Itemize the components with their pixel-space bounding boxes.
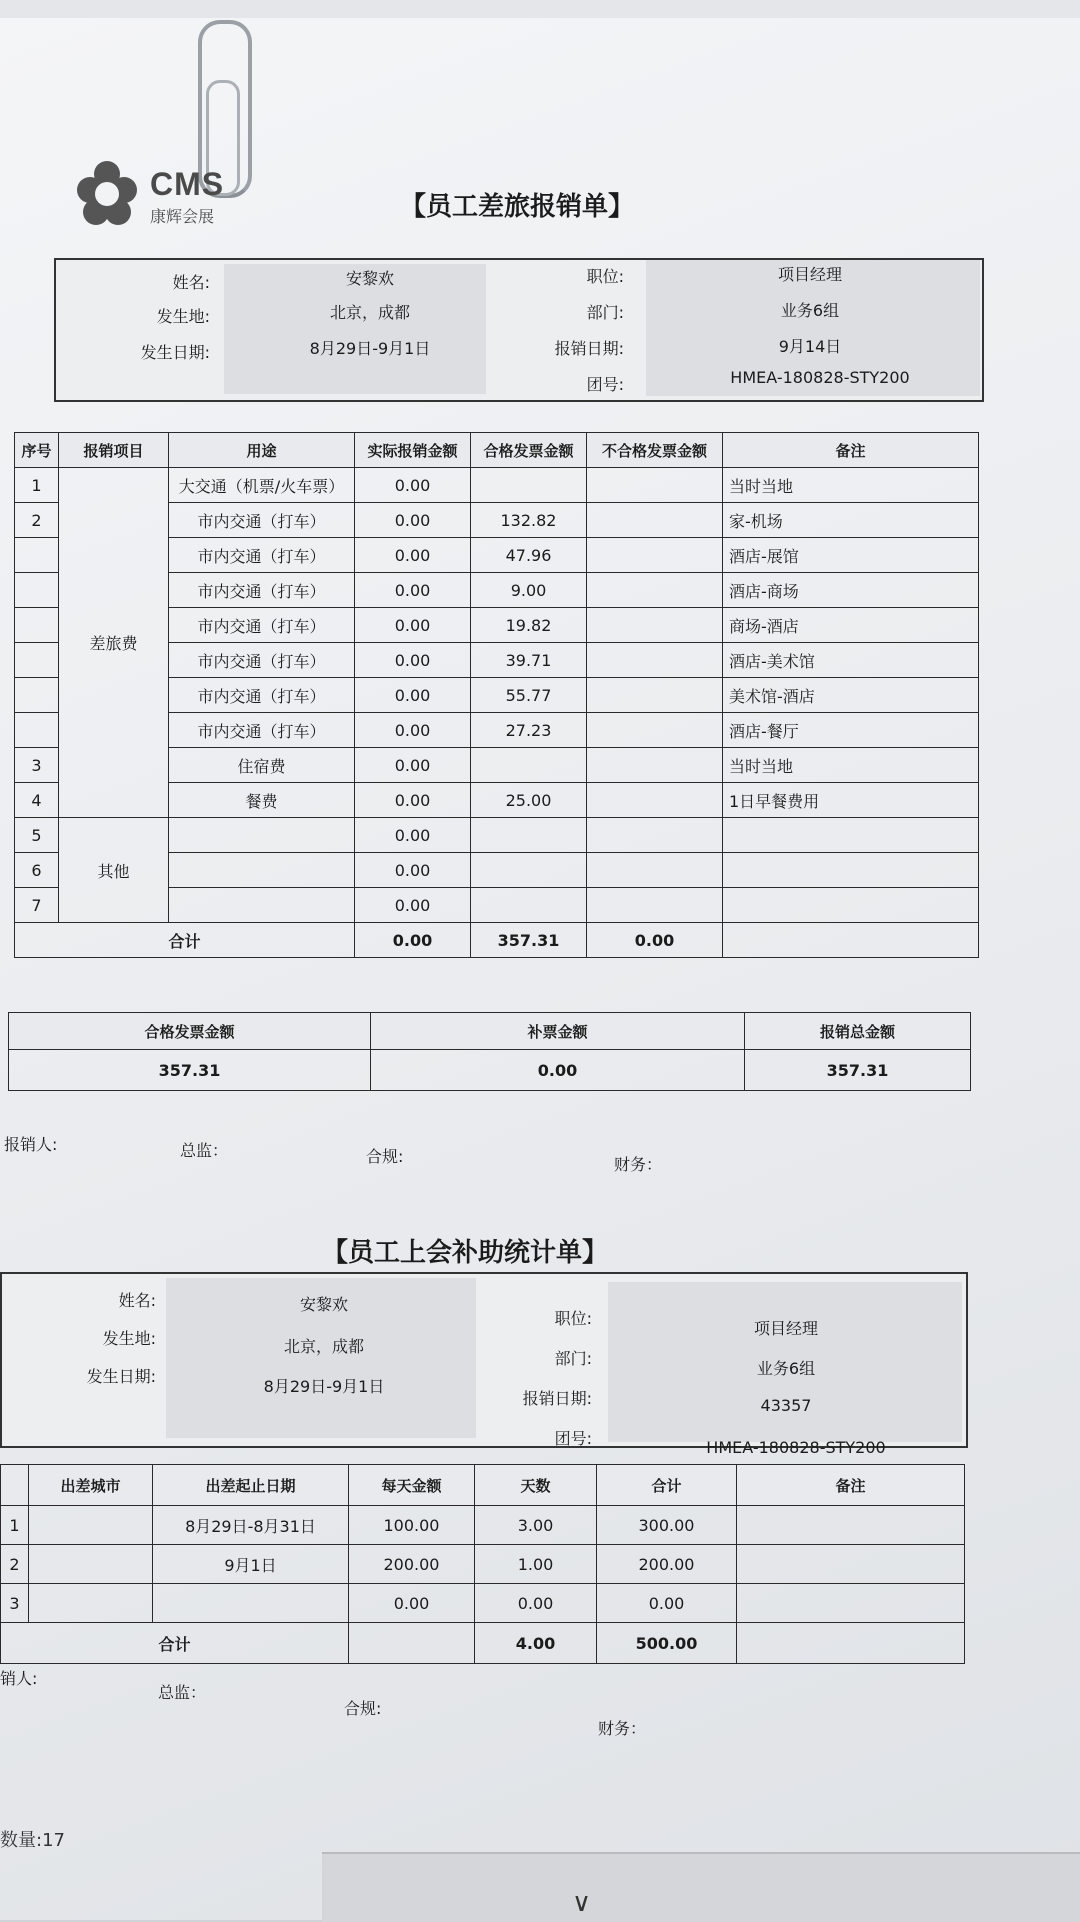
valid-cell: 27.23 xyxy=(471,713,587,748)
total-label: 合计 xyxy=(15,923,355,958)
total-valid: 357.31 xyxy=(471,923,587,958)
dates-cell xyxy=(153,1584,349,1623)
invalid-cell xyxy=(587,853,723,888)
sum-cell: 200.00 xyxy=(597,1545,737,1584)
valid-cell: 39.71 xyxy=(471,643,587,678)
valid-cell xyxy=(471,888,587,923)
col-header: 报销项目 xyxy=(59,433,169,468)
actual-cell: 0.00 xyxy=(355,643,471,678)
company-logo xyxy=(76,158,226,238)
invalid-cell xyxy=(587,888,723,923)
valid-cell xyxy=(471,748,587,783)
form2-claim-date-value: 43357 xyxy=(760,1396,812,1415)
use-cell: 市内交通（打车） xyxy=(169,713,355,748)
row-number xyxy=(15,538,59,573)
valid-cell: 55.77 xyxy=(471,678,587,713)
form1-summary-table xyxy=(8,1012,971,1091)
invalid-cell xyxy=(587,783,723,818)
note-cell: 1日早餐费用 xyxy=(723,783,979,818)
col-header: 合格发票金额 xyxy=(471,433,587,468)
row-number xyxy=(15,678,59,713)
col-header: 天数 xyxy=(475,1465,597,1506)
form2-position-value: 项目经理 xyxy=(753,1319,818,1338)
dates-cell: 8月29日-8月31日 xyxy=(153,1506,349,1545)
col-header: 备注 xyxy=(737,1465,965,1506)
form2-finance-label: 财务： xyxy=(598,1719,647,1738)
form1-finance-label: 财务： xyxy=(614,1155,663,1174)
actual-cell: 0.00 xyxy=(355,783,471,818)
actual-cell: 0.00 xyxy=(355,608,471,643)
form1-dept-label: 部门: xyxy=(586,303,624,322)
note-cell xyxy=(723,888,979,923)
sum-cell: 300.00 xyxy=(597,1506,737,1545)
invalid-cell xyxy=(587,573,723,608)
form2-title: 【员工上会补助统计单】 xyxy=(322,1238,609,1268)
invalid-cell xyxy=(587,678,723,713)
col-header xyxy=(1,1465,29,1506)
total-row xyxy=(1,1623,965,1664)
invalid-cell xyxy=(587,748,723,783)
form2-compliance-label: 合规: xyxy=(344,1699,382,1718)
use-cell: 市内交通（打车） xyxy=(169,678,355,713)
note-cell: 酒店-美术馆 xyxy=(723,643,979,678)
form1-date-value: 8月29日-9月1日 xyxy=(309,339,431,358)
form2-dept-value: 业务6组 xyxy=(756,1359,816,1378)
form1-place-value: 北京，成都 xyxy=(329,303,410,322)
actual-cell: 0.00 xyxy=(355,713,471,748)
col-header: 实际报销金额 xyxy=(355,433,471,468)
note-cell: 家-机场 xyxy=(723,503,979,538)
valid-cell: 25.00 xyxy=(471,783,587,818)
row-number: 7 xyxy=(15,888,59,923)
total-daily xyxy=(349,1623,475,1664)
col-header: 每天金额 xyxy=(349,1465,475,1506)
table-header-row xyxy=(1,1465,965,1506)
summary-total-label: 报销总金额 xyxy=(745,1013,971,1050)
city-cell xyxy=(29,1584,153,1623)
form1-claim-date-label: 报销日期: xyxy=(554,339,624,358)
note-cell xyxy=(737,1545,965,1584)
form1-compliance-label: 合规: xyxy=(366,1147,404,1166)
use-cell: 住宿费 xyxy=(169,748,355,783)
form2-position-label: 职位: xyxy=(554,1309,592,1328)
total-label: 合计 xyxy=(1,1623,349,1664)
category-other: 其他 xyxy=(59,818,169,923)
note-cell xyxy=(723,853,979,888)
note-cell: 美术馆-酒店 xyxy=(723,678,979,713)
actual-cell: 0.00 xyxy=(355,818,471,853)
total-row xyxy=(15,923,979,958)
days-cell: 1.00 xyxy=(475,1545,597,1584)
form1-date-label: 发生日期: xyxy=(140,343,210,362)
form2-place-label: 发生地: xyxy=(102,1329,156,1348)
category-travel: 差旅费 xyxy=(59,468,169,818)
row-number: 5 xyxy=(15,818,59,853)
total-days: 4.00 xyxy=(475,1623,597,1664)
daily-cell: 200.00 xyxy=(349,1545,475,1584)
count-label: 数量:17 xyxy=(0,1830,65,1851)
actual-cell: 0.00 xyxy=(355,888,471,923)
valid-cell xyxy=(471,818,587,853)
use-cell: 市内交通（打车） xyxy=(169,538,355,573)
actual-cell: 0.00 xyxy=(355,853,471,888)
form1-place-label: 发生地: xyxy=(156,307,210,326)
row-number: 1 xyxy=(1,1506,29,1545)
form2-claim-date-label: 报销日期: xyxy=(522,1389,592,1408)
form1-director-label: 总监： xyxy=(180,1141,229,1160)
days-cell: 3.00 xyxy=(475,1506,597,1545)
note-cell xyxy=(737,1506,965,1545)
form2-group-value: HMEA-180828-STY200 xyxy=(706,1438,886,1457)
summary-supp-value: 0.00 xyxy=(371,1050,745,1091)
form2-subsidy-table xyxy=(0,1464,965,1664)
table-row xyxy=(15,468,979,503)
logo-cn-text: 康辉会展 xyxy=(150,207,215,226)
table-row xyxy=(15,818,979,853)
note-cell: 酒店-餐厅 xyxy=(723,713,979,748)
table-header-row xyxy=(15,433,979,468)
row-number xyxy=(15,608,59,643)
row-number: 1 xyxy=(15,468,59,503)
use-cell xyxy=(169,888,355,923)
daily-cell: 100.00 xyxy=(349,1506,475,1545)
actual-cell: 0.00 xyxy=(355,468,471,503)
col-header: 用途 xyxy=(169,433,355,468)
total-note xyxy=(723,923,979,958)
summary-valid-label: 合格发票金额 xyxy=(9,1013,371,1050)
table-row xyxy=(1,1506,965,1545)
actual-cell: 0.00 xyxy=(355,748,471,783)
col-header: 序号 xyxy=(15,433,59,468)
form2-place-value: 北京，成都 xyxy=(283,1337,364,1356)
city-cell xyxy=(29,1506,153,1545)
form1-position-value: 项目经理 xyxy=(777,265,842,284)
summary-header-row xyxy=(9,1013,971,1050)
invalid-cell xyxy=(587,468,723,503)
row-number: 2 xyxy=(1,1545,29,1584)
dates-cell: 9月1日 xyxy=(153,1545,349,1584)
note-cell: 当时当地 xyxy=(723,468,979,503)
row-number xyxy=(15,573,59,608)
valid-cell: 19.82 xyxy=(471,608,587,643)
invalid-cell xyxy=(587,818,723,853)
total-sum: 500.00 xyxy=(597,1623,737,1664)
use-cell: 市内交通（打车） xyxy=(169,643,355,678)
summary-valid-value: 357.31 xyxy=(9,1050,371,1091)
note-cell xyxy=(723,818,979,853)
actual-cell: 0.00 xyxy=(355,503,471,538)
total-invalid: 0.00 xyxy=(587,923,723,958)
actual-cell: 0.00 xyxy=(355,573,471,608)
row-number: 4 xyxy=(15,783,59,818)
actual-cell: 0.00 xyxy=(355,538,471,573)
use-cell xyxy=(169,818,355,853)
row-number: 2 xyxy=(15,503,59,538)
flower-logo-icon xyxy=(76,158,138,230)
note-cell: 酒店-商场 xyxy=(723,573,979,608)
valid-cell xyxy=(471,853,587,888)
invalid-cell xyxy=(587,538,723,573)
chevron-down-icon: ∨ xyxy=(572,1888,592,1918)
row-number xyxy=(15,643,59,678)
row-number xyxy=(15,713,59,748)
form2-date-value: 8月29日-9月1日 xyxy=(263,1377,385,1396)
invalid-cell xyxy=(587,503,723,538)
invalid-cell xyxy=(587,713,723,748)
invalid-cell xyxy=(587,643,723,678)
form1-position-label: 职位: xyxy=(586,267,624,286)
col-header: 不合格发票金额 xyxy=(587,433,723,468)
sum-cell: 0.00 xyxy=(597,1584,737,1623)
use-cell: 市内交通（打车） xyxy=(169,608,355,643)
logo-text: CMS xyxy=(150,166,225,202)
use-cell: 市内交通（打车） xyxy=(169,573,355,608)
summary-value-row xyxy=(9,1050,971,1091)
valid-cell: 132.82 xyxy=(471,503,587,538)
table-row xyxy=(1,1545,965,1584)
row-number: 3 xyxy=(1,1584,29,1623)
note-cell xyxy=(737,1584,965,1623)
form1-name-label: 姓名: xyxy=(172,273,210,292)
col-header: 出差起止日期 xyxy=(153,1465,349,1506)
valid-cell: 9.00 xyxy=(471,573,587,608)
days-cell: 0.00 xyxy=(475,1584,597,1623)
form1-dept-value: 业务6组 xyxy=(780,301,840,320)
total-actual: 0.00 xyxy=(355,923,471,958)
note-cell: 当时当地 xyxy=(723,748,979,783)
invalid-cell xyxy=(587,608,723,643)
city-cell xyxy=(29,1545,153,1584)
table-row xyxy=(1,1584,965,1623)
total-note xyxy=(737,1623,965,1664)
form1-expense-table xyxy=(14,432,979,958)
col-header: 出差城市 xyxy=(29,1465,153,1506)
form2-name-label: 姓名: xyxy=(118,1291,156,1310)
daily-cell: 0.00 xyxy=(349,1584,475,1623)
form1-title: 【员工差旅报销单】 xyxy=(400,192,635,222)
form2-date-label: 发生日期: xyxy=(86,1367,156,1386)
form2-director-label: 总监： xyxy=(158,1683,207,1702)
use-cell xyxy=(169,853,355,888)
form1-group-value: HMEA-180828-STY200 xyxy=(730,368,910,387)
use-cell: 大交通（机票/火车票） xyxy=(169,468,355,503)
summary-supp-label: 补票金额 xyxy=(371,1013,745,1050)
valid-cell xyxy=(471,468,587,503)
use-cell: 市内交通（打车） xyxy=(169,503,355,538)
col-header: 合计 xyxy=(597,1465,737,1506)
row-number: 6 xyxy=(15,853,59,888)
form1-group-label: 团号: xyxy=(586,375,624,394)
note-cell: 商场-酒店 xyxy=(723,608,979,643)
form2-dept-label: 部门: xyxy=(554,1349,592,1368)
underlying-sheet xyxy=(322,1852,1080,1922)
row-number: 3 xyxy=(15,748,59,783)
form1-name-value: 安黎欢 xyxy=(345,269,394,288)
col-header: 备注 xyxy=(723,433,979,468)
use-cell: 餐费 xyxy=(169,783,355,818)
summary-total-value: 357.31 xyxy=(745,1050,971,1091)
valid-cell: 47.96 xyxy=(471,538,587,573)
form2-group-label: 团号: xyxy=(554,1429,592,1448)
actual-cell: 0.00 xyxy=(355,678,471,713)
form1-claim-date-value: 9月14日 xyxy=(778,337,842,356)
form1-claimant-label: 报销人: xyxy=(4,1135,58,1154)
form2-claimant-label: 销人: xyxy=(0,1669,38,1688)
note-cell: 酒店-展馆 xyxy=(723,538,979,573)
form2-name-value: 安黎欢 xyxy=(299,1295,348,1314)
